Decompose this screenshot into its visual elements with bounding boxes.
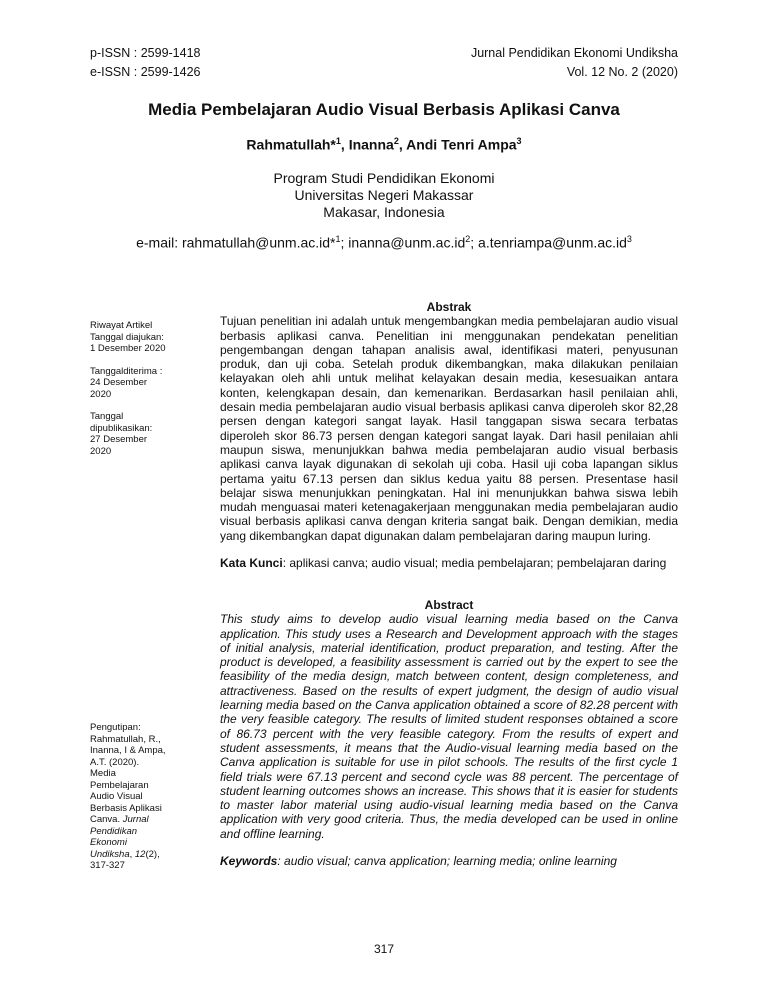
abstrak-text: Tujuan penelitian ini adalah untuk mengembangkan media pembelajaran audio visual berbasis aplikasi canva. Penelitian ini menggunakan pendekatan penelitian pengembangan dengan tahapan analisis awal, identifikasi materi, penyusunan produk, dan uji coba. Setelah produk dikembangkan, maka dilakukan penilaian kelayakan oleh ahli untuk melihat kelayakan desain media, kesesuaikan antara konten, kelengkapan desain, dan kemenarikan. Berdasarkan hasil penilaian ahli, desain media pembelajaran audio visual berbasis aplikasi canva diperoleh skor 82,28 persen dengan kategori sangat layak. Hasil tanggapan siswa secara terbatas diperoleh skor 86.73 persen dengan kategori sangat layak. Dari hasil penilaian ahli maupun siswa, menunjukkan bahwa media pembelajaran audio visual berbasis aplikasi canva layak digunakan di sekolah uji coba. Hasil uji coba lapangan siklus pertama yaitu 67.13 persen dan siklus kedua yaitu 88 persen. Presentase hasil belajar siswa menunjukkan peningkatan. Hal ini menunjukkan bahwa siswa lebih mudah menguasai materi ketenagakerjaan menggunakan media pembelajaran audio visual berbasis aplikasi canva dengan kriteria sangat baik. Dengan demikian, media yang dikembangkan dapat digunakan dalam pembelajaran daring maupun luring.: [220, 314, 678, 543]
abstract-keywords: Keywords: audio visual; canva application; learning media; online learning: [220, 854, 617, 869]
citation-block: Pengutipan: Rahmatullah, R., Inanna, I & Ampa, A.T. (2020). Media Pembelajaran Audio Visual Berbasis Aplikasi Canva. Jurnal Pendidikan Ekonomi Undiksha, 12(2), 317-327: [90, 722, 200, 872]
citation-label: Pengutipan:: [90, 722, 141, 733]
affiliation: [0, 170, 768, 221]
issn-block: [90, 44, 201, 82]
submitted-label: Tanggal diajukan:: [90, 331, 164, 343]
journal-volume: Vol. 12 No. 2 (2020): [566, 65, 678, 79]
accepted-label: Tanggalditerima :: [90, 365, 163, 377]
accepted-date-2: 2020: [90, 388, 112, 400]
author-3: Andi Tenri Ampa: [406, 136, 517, 153]
abstrak-section: [220, 300, 678, 570]
page-number: 317: [373, 942, 395, 956]
e-issn: e-ISSN : 2599-1426: [90, 65, 201, 79]
affiliation-university: Universitas Negeri Makassar: [294, 187, 474, 203]
abstrak-keywords: Kata Kunci: aplikasi canva; audio visual; media pembelajaran; pembelajaran daring: [220, 556, 667, 571]
p-issn: p-ISSN : 2599-1418: [90, 46, 201, 60]
abstract-section: [220, 598, 678, 868]
accepted-date-1: 24 Desember: [90, 377, 148, 388]
paper-title: Media Pembelajaran Audio Visual Berbasis Aplikasi Canva: [148, 100, 620, 119]
abstrak-heading: Abstrak: [426, 300, 472, 314]
journal-name: Jurnal Pendidikan Ekonomi Undiksha: [470, 46, 678, 60]
affiliation-city: Makasar, Indonesia: [323, 204, 445, 220]
abstract-text: This study aims to develop audio visual learning media based on the Canva application. This study uses a Research and Development approach with the stages of initial analysis, material identification, product preparation, and testing. After the product is developed, a feasibility assessment is carried out by the expert to see the feasibility of the media design, match between content, design completeness, and attractiveness. Based on the results of expert judgment, the design of audio visual learning media based on the Canva application obtained a score of 82.28 percent with the very feasible category. The results of limited student responses obtained a score of 86.73 percent with the very feasible category. From the results of expert and student assessments, it means that the Audio-visual learning media based on the Canva application is suitable for use in pilot schools. The results of the first cycle 1 field trials were 67.13 percent and second cycle was 88 percent. The percentage of student learning outcomes shows an increase. This shows that it is easier for students to master labor material using audio-visual learning media based on the Canva application with very good criteria. Thus, the media developed can be used in online and offline learning.: [220, 612, 678, 841]
citation-pages: 317-327: [90, 860, 125, 871]
email-2[interactable]: inanna@unm.ac.id: [348, 234, 466, 251]
published-date-2: 2020: [90, 445, 112, 457]
email-1[interactable]: rahmatullah@unm.ac.id*: [181, 234, 336, 251]
email-line: e-mail: rahmatullah@unm.ac.id*$^1$; $inanna@unm.ac.id^2$; $a.tenriampa@unm.ac.id^3$: [136, 234, 632, 251]
author-1: Rahmatullah*: [246, 136, 336, 153]
journal-block: [471, 44, 678, 82]
published-label-2: dipublikasikan:: [90, 422, 153, 434]
abstract-heading: Abstract: [424, 598, 474, 612]
published-date-1: 27 Desember: [90, 434, 148, 445]
published-label-1: Tanggal: [90, 411, 124, 422]
author-list: Rahmatullah*$^1$, Inanna$^2$, Andi Tenri Ampa$^3$: [246, 136, 522, 153]
article-history: [90, 320, 200, 457]
submitted-date: 1 Desember 2020: [90, 343, 166, 354]
email-3[interactable]: a.tenriampa@unm.ac.id: [478, 234, 627, 251]
affiliation-program: Program Studi Pendidikan Ekonomi: [273, 170, 495, 186]
author-2: Inanna: [348, 136, 394, 153]
history-label: Riwayat Artikel: [90, 320, 153, 331]
